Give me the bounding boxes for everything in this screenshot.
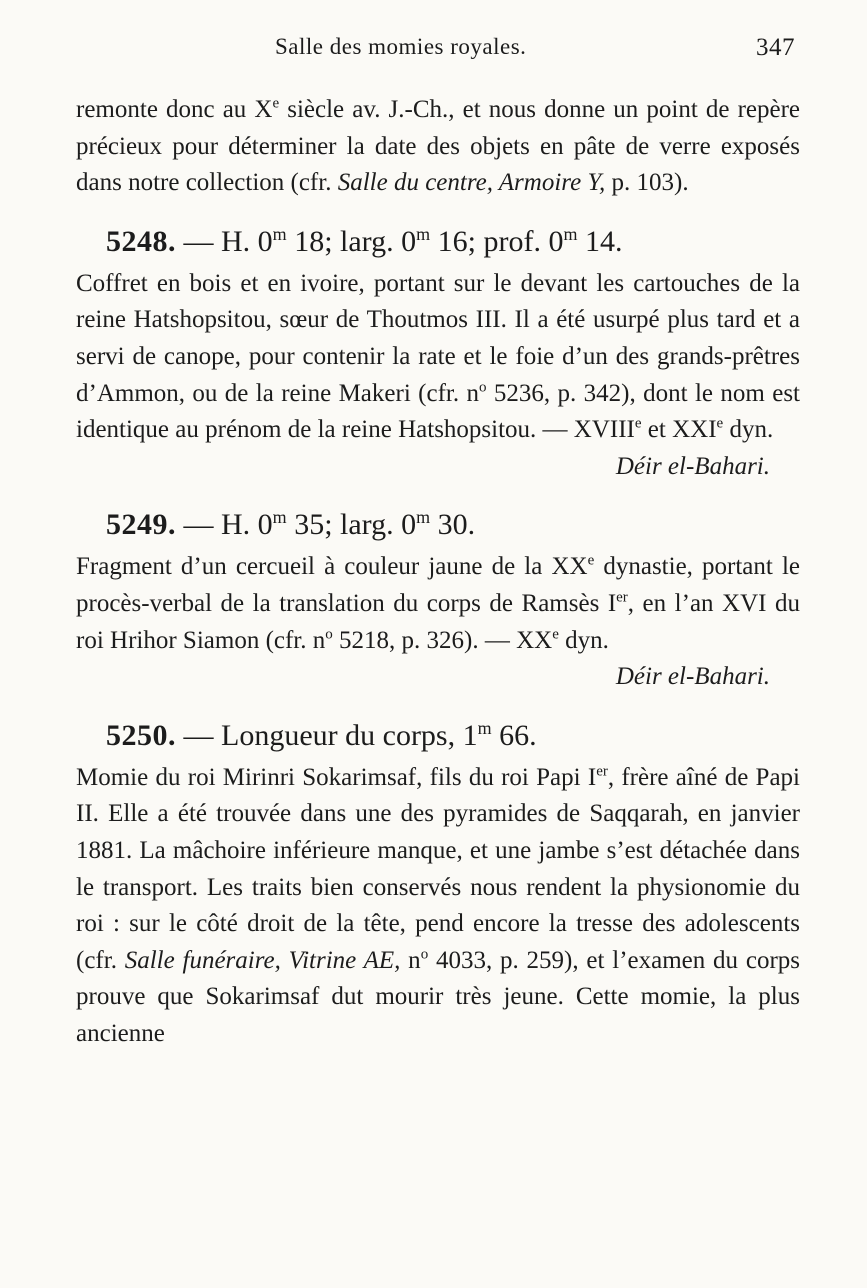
superscript: er (596, 763, 608, 780)
catalog-entry-5248 (76, 222, 800, 486)
entry-heading (106, 716, 800, 756)
superscript: e (272, 95, 280, 112)
entry-dimensions: 66. (491, 718, 537, 752)
entry-description (76, 266, 800, 449)
entry-dimensions: — Longueur du corps, 1 (176, 718, 478, 752)
intro-paragraph (76, 92, 800, 202)
entry-location: Déir el-Bahari. (615, 663, 770, 691)
description-text: , en l’an XVI du roi Hrihor Siamon (cfr. n (76, 589, 800, 654)
superscript: e (587, 553, 595, 570)
entry-heading (106, 222, 800, 262)
description-text: n (400, 946, 421, 974)
description-text: dyn. (723, 416, 774, 444)
unit-superscript: m (416, 507, 431, 528)
description-text: Coffret en bois et en ivoire, portant sur le devant les cartouches de la reine Hatshopsitou, sœur de Thoutmos III. Il a été usurpé plus tard et a servi de canope, pour contenir la rate et le foie d’un des grands-prêtres d’Ammon, ou de la reine Makeri (cfr. n (76, 269, 800, 407)
description-text: Momie du roi Mirinri Sokarimsaf, fils du roi Papi I (76, 763, 597, 791)
unit-superscript: m (272, 223, 287, 244)
intro-text: p. 103). (605, 169, 689, 197)
entry-reference: Salle funéraire, Vitrine AE, (124, 946, 401, 974)
superscript: o (325, 626, 333, 643)
catalog-entry-5249 (76, 505, 800, 695)
description-text: dyn. (558, 626, 609, 654)
superscript: o (420, 946, 429, 963)
entry-description (76, 549, 800, 659)
entry-number: 5250. (106, 718, 176, 752)
unit-superscript: m (477, 717, 492, 738)
entry-number: 5248. (106, 224, 176, 258)
intro-text: remonte donc au X (76, 96, 273, 123)
page-body (76, 92, 800, 1052)
superscript: er (616, 589, 628, 606)
entry-location: Déir el-Bahari. (615, 452, 770, 480)
description-text: , frère aîné de Papi II. Elle a été trouvée dans une des pyramides de Saqqarah, en janvier 1881. La mâchoire inférieure manque, et une jambe s’est détachée dans le transport. Les traits bien conservés nous rendent la physionomie du roi : sur le côté droit de la tête, pend encore la tresse des adolescents (cfr. (76, 763, 800, 974)
superscript: e (634, 415, 642, 432)
running-title: Salle des momies royales. (275, 34, 527, 59)
entry-dimensions: 14. (577, 224, 623, 258)
description-text: dynastie, portant le procès-verbal de la translation du corps de Ramsès I (76, 553, 801, 617)
entry-dimensions: 16; prof. 0 (430, 224, 564, 258)
description-text: Fragment d’un cercueil à couleur jaune de la XX (76, 553, 588, 581)
superscript: e (716, 415, 724, 432)
page-number: 347 (756, 34, 795, 61)
description-text: 5236, p. 342), dont le nom est identique au prénom de la reine Hatshopsitou. — XVIII (76, 379, 800, 444)
catalog-entry-5250 (76, 716, 800, 1053)
entry-description (76, 760, 800, 1053)
description-text: 5218, p. 326). — XX (332, 626, 553, 654)
entry-dimensions: 30. (430, 508, 476, 542)
superscript: e (552, 626, 559, 643)
intro-text: siècle av. J.-Ch., et nous donne un point de repère précieux pour déterminer la date des objets en pâte de verre exposés dans notre collection (cfr. (76, 96, 801, 197)
entry-dimensions: — H. 0 (176, 224, 273, 258)
unit-superscript: m (563, 223, 578, 244)
entry-dimensions: 18; larg. 0 (286, 224, 417, 258)
unit-superscript: m (272, 507, 287, 528)
description-text: et XXI (641, 416, 717, 444)
entry-dimensions: — H. 0 (176, 508, 273, 542)
superscript: o (478, 379, 487, 396)
unit-superscript: m (416, 223, 431, 244)
description-text: 4033, p. 259), et l’examen du corps prouve que Sokarimsaf dut mourir très jeune. Cette momie, la plus ancienne (76, 946, 800, 1047)
entry-dimensions: 35; larg. 0 (286, 508, 417, 542)
intro-reference: Salle du centre, Armoire Y, (337, 169, 606, 197)
entry-heading (106, 505, 800, 545)
entry-number: 5249. (106, 508, 176, 542)
